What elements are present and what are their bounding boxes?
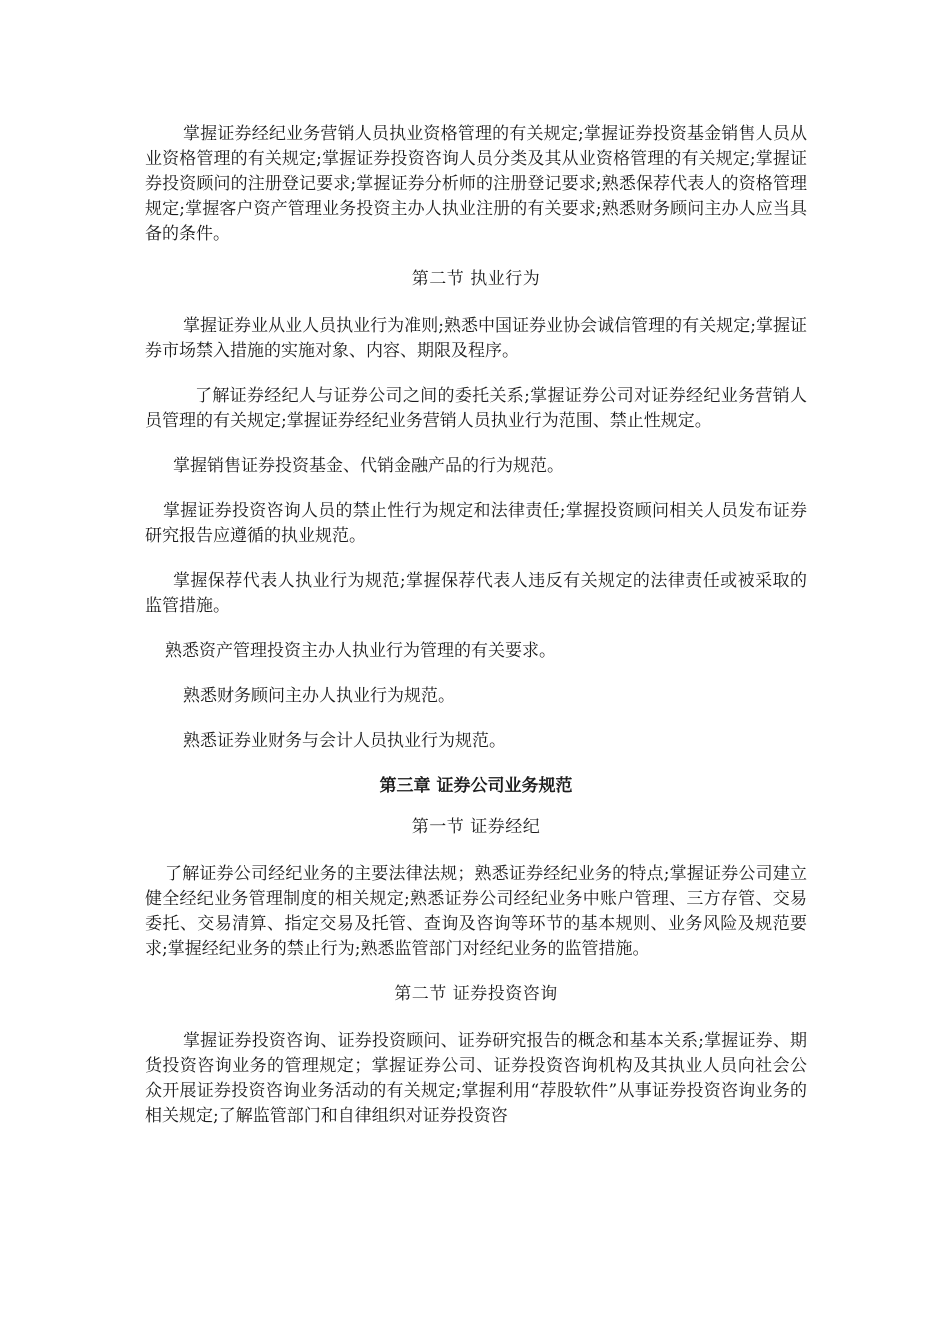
paragraph-advisory-prohibitions: 掌握证券投资咨询人员的禁止性行为规定和法律责任;掌握投资顾问相关人员发布证券研究报告应遵循的执业规范。 [145,501,807,546]
paragraph-broker-relationship: 了解证券经纪人与证券公司之间的委托关系;掌握证券公司对证券经纪业务营销人员管理的有关规定;掌握证券经纪业务营销人员执业行为范围、禁止性规定。 [145,386,807,431]
section-heading-investment-advisory: 第二节 证券投资咨询 [394,984,558,1004]
paragraph-sponsor-conduct: 掌握保荐代表人执业行为规范;掌握保荐代表人违反有关规定的法律责任或被采取的监管措施。 [145,571,807,616]
paragraph-asset-manager-conduct: 熟悉资产管理投资主办人执业行为管理的有关要求。 [165,641,556,661]
paragraph-qualification-management: 掌握证券经纪业务营销人员执业资格管理的有关规定;掌握证券投资基金销售人员从业资格管理的有关规定;掌握证券投资咨询人员分类及其从业资格管理的有关规定;掌握证券投资顾问的注册登记要求;掌握证券分析师的注册登记要求;熟悉保荐代表人的资格管理规定;掌握客户资产管理业务投资主办人执业注册的有关要求;熟悉财务顾问主办人应当具备的条件。 [145,124,807,244]
paragraph-fund-sales-conduct: 掌握销售证券投资基金、代销金融产品的行为规范。 [173,456,564,476]
section-heading-brokerage: 第一节 证券经纪 [411,817,541,837]
paragraph-practice-code: 掌握证券业从业人员执业行为准则;熟悉中国证券业协会诚信管理的有关规定;掌握证券市场禁入措施的实施对象、内容、期限及程序。 [145,316,807,361]
paragraph-advisory-rules: 掌握证券投资咨询、证券投资顾问、证券研究报告的概念和基本关系;掌握证券、期货投资咨询业务的管理规定；掌握证券公司、证券投资咨询机构及其执业人员向社会公众开展证券投资咨询业务活动的有关规定;掌握利用“荐股软件”从事证券投资咨询业务的相关规定;了解监管部门和自律组织对证券投资咨 [145,1031,807,1126]
section-heading-practice-conduct: 第二节 执业行为 [411,269,541,289]
document-body [145,122,807,1149]
paragraph-financial-advisor-conduct: 熟悉财务顾问主办人执业行为规范。 [183,686,455,706]
chapter-heading-business-norms: 第三章 证券公司业务规范 [379,776,573,796]
paragraph-brokerage-rules: 了解证券公司经纪业务的主要法律法规；熟悉证券经纪业务的特点;掌握证券公司建立健全经纪业务管理制度的相关规定;熟悉证券公司经纪业务中账户管理、三方存管、交易委托、交易清算、指定交易及托管、查询及咨询等环节的基本规则、业务风险及规范要求;掌握经纪业务的禁止行为;熟悉监管部门对经纪业务的监管措施。 [145,864,807,959]
paragraph-accounting-conduct: 熟悉证券业财务与会计人员执业行为规范。 [183,731,506,751]
